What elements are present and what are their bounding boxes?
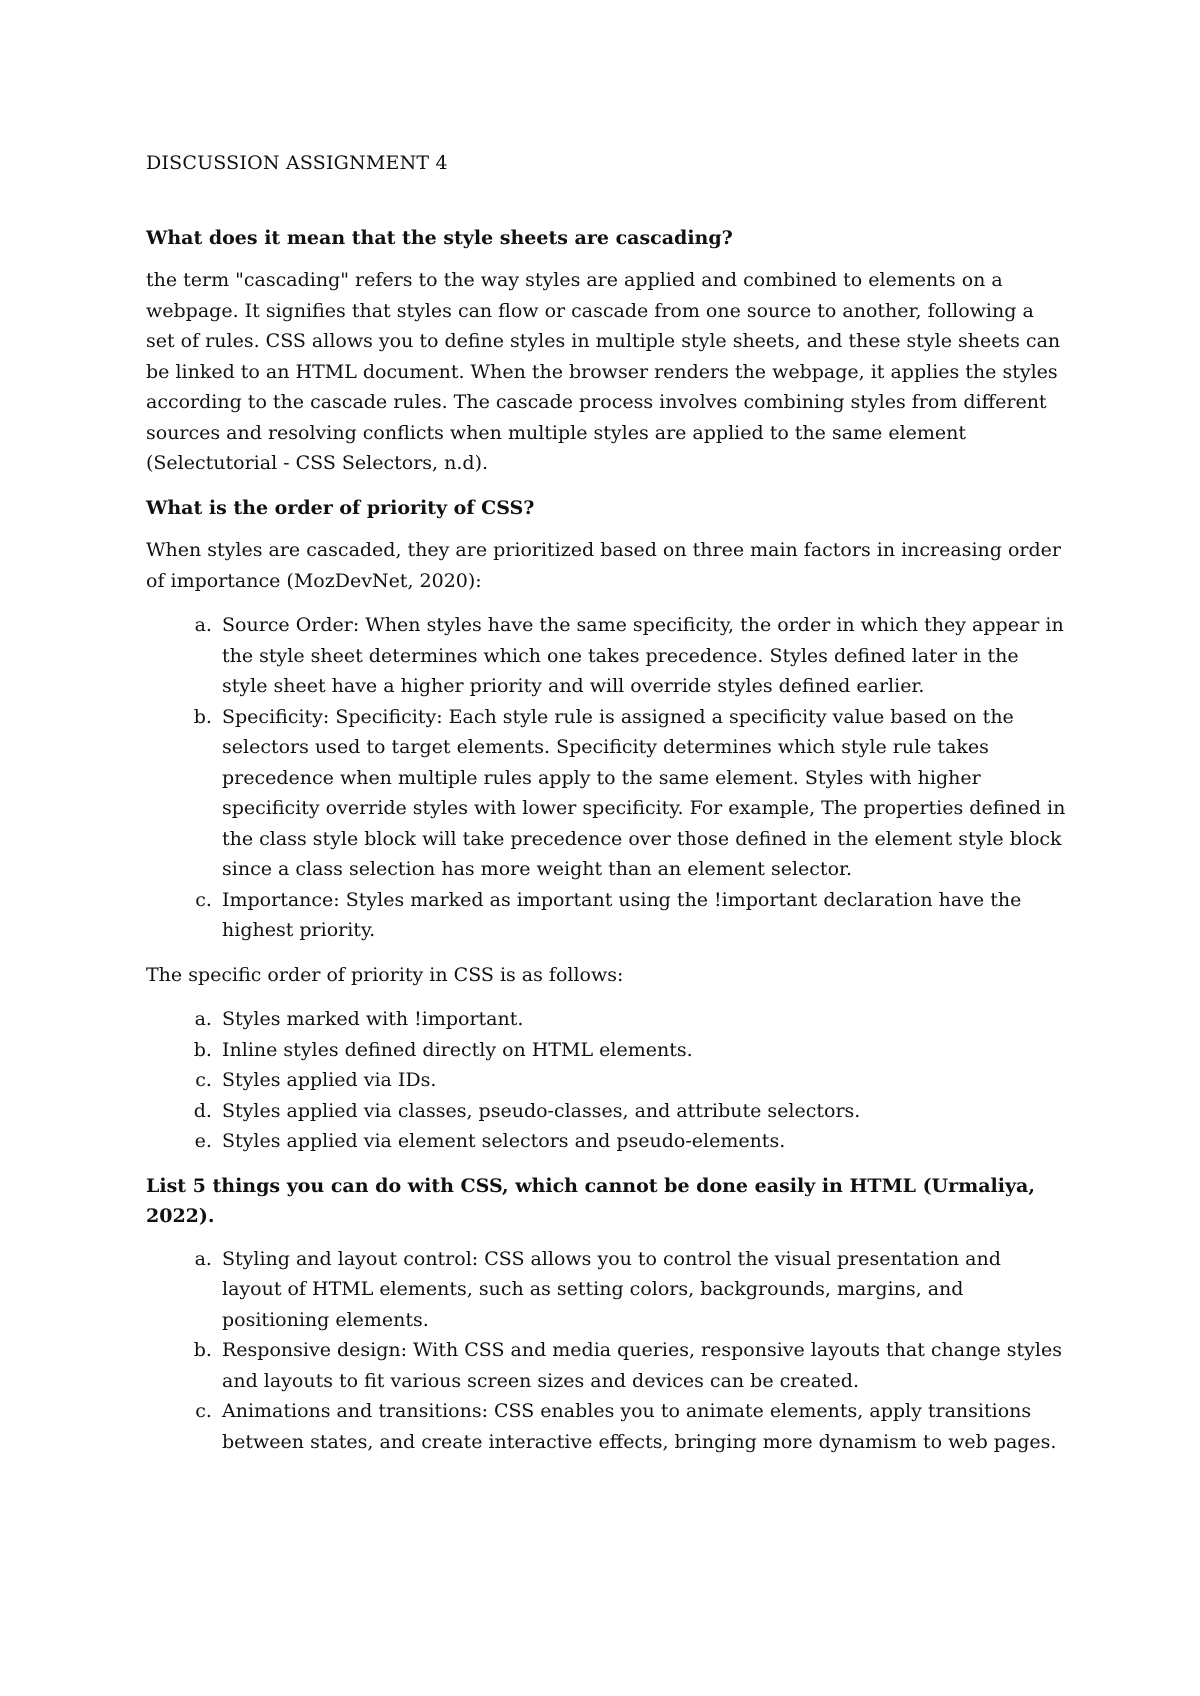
list-item: e. Styles applied via element selectors and pseudo-elements. [218, 1126, 1066, 1157]
list-item: b. Responsive design: With CSS and media queries, responsive layouts that change styles and layouts to fit various screen sizes and devices can be created. [218, 1335, 1066, 1396]
list-item: d. Styles applied via classes, pseudo-classes, and attribute selectors. [218, 1096, 1066, 1127]
list-item: b. Specificity: Specificity: Each style rule is assigned a specificity value based on the selectors used to target elements. Specificity determines which style rule takes precedence when multiple rules apply to the same element. Styles with higher specificity override styles with lower specificity. For example, The properties defined in the class style block will take precedence over those defined in the element style block since a class selection has more weight than an element selector. [218, 702, 1066, 885]
list-item: a. Styling and layout control: CSS allows you to control the visual presentation and layout of HTML elements, such as setting colors, backgrounds, margins, and positioning elements. [218, 1244, 1066, 1336]
priority-factors-list [146, 610, 1066, 946]
priority-order-list [146, 1004, 1066, 1157]
list-item: c. Styles applied via IDs. [218, 1065, 1066, 1096]
priority-intro-paragraph: When styles are cascaded, they are prioritized based on three main factors in increasing order of importance (MozDevNet, 2020): [146, 539, 1061, 592]
question-heading-cascading: What does it mean that the style sheets are cascading? [146, 226, 733, 249]
order-intro-paragraph: The specific order of priority in CSS is as follows: [146, 963, 624, 986]
list-item: a. Source Order: When styles have the same specificity, the order in which they appear in the style sheet determines which one takes precedence. Styles defined later in the style sheet have a higher priority and will override styles defined earlier. [218, 610, 1066, 702]
question-heading-css-things: List 5 things you can do with CSS, which cannot be done easily in HTML (Urmaliya, 2022). [146, 1174, 1035, 1227]
css-things-list [146, 1244, 1066, 1458]
document-title: DISCUSSION ASSIGNMENT 4 [146, 152, 448, 174]
list-item: c. Importance: Styles marked as important using the !important declaration have the highest priority. [218, 885, 1066, 946]
cascading-answer-paragraph: the term "cascading" refers to the way styles are applied and combined to elements on a webpage. It signifies that styles can flow or cascade from one source to another, following a set of rules. CSS allows you to define styles in multiple style sheets, and these style sheets can be linked to an HTML document. When the browser renders the webpage, it applies the styles according to the cascade rules. The cascade process involves combining styles from different sources and resolving conflicts when multiple styles are applied to the same element (Selectutorial - CSS Selectors, n.d). [146, 269, 1061, 474]
question-heading-priority: What is the order of priority of CSS? [146, 496, 535, 519]
list-item: c. Animations and transitions: CSS enables you to animate elements, apply transitions between states, and create interactive effects, bringing more dynamism to web pages. [218, 1396, 1066, 1457]
document-body [146, 148, 1066, 1471]
list-item: a. Styles marked with !important. [218, 1004, 1066, 1035]
list-item: b. Inline styles defined directly on HTML elements. [218, 1035, 1066, 1066]
